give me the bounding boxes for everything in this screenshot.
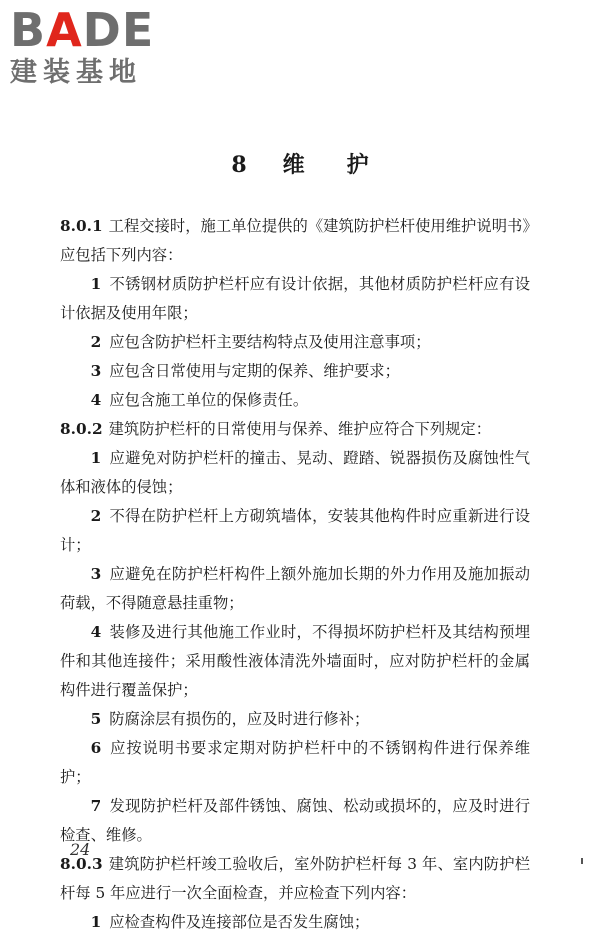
list-item: 1 应检查构件及连接部位是否发生腐蚀； [90, 913, 370, 931]
list-item: 4 应包含施工单位的保修责任。 [90, 391, 309, 409]
logo-subtitle: 建装基地 [10, 57, 142, 88]
clause [60, 212, 530, 270]
clause-number: 8.0.2 [60, 420, 103, 438]
list-item: 7 发现防护栏杆及部件锈蚀、腐蚀、松动或损坏的，应及时进行检查、维修。 [60, 797, 530, 844]
list-item: 4 装修及进行其他施工作业时，不得损坏防护栏杆及其结构预埋件和其他连接件；采用酸性液体清洗外墙面时，应对防护栏杆的金属构件进行覆盖保护； [60, 623, 530, 699]
document-body [60, 212, 530, 937]
list-item: 1 应避免对防护栏杆的撞击、晃动、蹬踏、锐器损伤及腐蚀性气体和液体的侵蚀； [60, 449, 530, 496]
page-number: 24 [70, 840, 91, 859]
chapter-number: 8 [231, 152, 247, 178]
clause-text: 工程交接时，施工单位提供的《建筑防护栏杆使用维护说明书》应包括下列内容： [60, 217, 530, 264]
chapter-heading [0, 150, 600, 180]
list-item: 5 防腐涂层有损伤的，应及时进行修补； [90, 710, 370, 728]
clause-text: 建筑防护栏杆的日常使用与保养、维护应符合下列规定： [108, 420, 492, 438]
logo [10, 4, 175, 90]
logo-wordmark: BADE [10, 3, 155, 57]
clause [60, 415, 530, 444]
list-item: 3 应避免在防护栏杆构件上额外施加长期的外力作用及施加振动荷载，不得随意悬挂重物； [60, 565, 530, 612]
list-item: 2 不得在防护栏杆上方砌筑墙体，安装其他构件时应重新进行设计； [60, 507, 530, 554]
clause-number: 8.0.1 [60, 217, 103, 235]
list-item: 6 应按说明书要求定期对防护栏杆中的不锈钢构件进行保养维护； [60, 739, 530, 786]
clause [60, 850, 530, 908]
margin-mark [581, 858, 583, 864]
clause-number: 8.0.3 [60, 855, 103, 873]
chapter-title-char-2: 护 [346, 152, 369, 178]
list-item: 2 应包含防护栏杆主要结构特点及使用注意事项； [90, 333, 431, 351]
chapter-title-char-1: 维 [282, 152, 305, 178]
list-item: 1 不锈钢材质防护栏杆应有设计依据，其他材质防护栏杆应有设计依据及使用年限； [60, 275, 530, 322]
clause-text: 建筑防护栏杆竣工验收后，室外防护栏杆每 3 年、室内防护栏杆每 5 年应进行一次全面检查，并应检查下列内容： [60, 855, 530, 902]
list-item: 3 应包含日常使用与定期的保养、维护要求； [90, 362, 400, 380]
